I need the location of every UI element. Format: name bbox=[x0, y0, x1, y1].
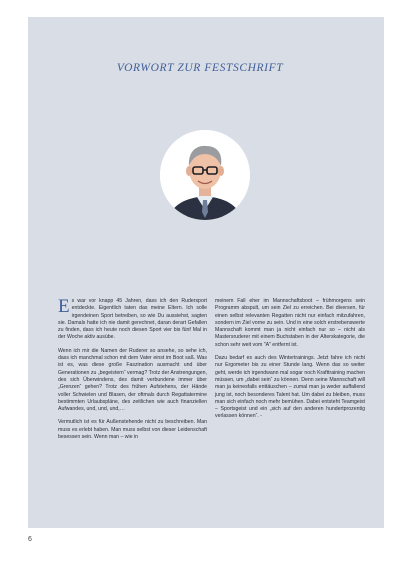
paragraph: Wenn ich mir die Namen der Ruderer so ansehe, so sehe ich, dass ich manchmal schon mit dem Vater einst im Boot saß. Was ist es, was diese große Faszination ausmacht und über Generationen zu „begeistern“ vermag? Trotz der Anstrengungen, des sich Überwindens, des damit verbundene immer über „Grenzen“ gehen? Trotz des frühen Aufstehens, der Hände voller Schwielen und Blasen, der oftmals durch Regattatermine bestimmten Urlaubspläne, des zeitlichen wie auch finanziellen Aufwandes, und, und, und,… bbox=[58, 347, 207, 413]
portrait-illustration bbox=[160, 130, 250, 220]
content-panel bbox=[28, 17, 384, 528]
text-column-left bbox=[58, 298, 207, 447]
page-title: VORWORT ZUR FESTSCHRIFT bbox=[116, 62, 284, 74]
dropcap: E bbox=[58, 296, 70, 317]
paragraph bbox=[58, 298, 207, 342]
paragraph: Dazu bedarf es auch des Wintertrainings. Jetzt fahre ich nicht nur Ergometer bis zu einer Stunde lang. Wenn das so weiter geht, werde ich irgendwann mal sogar noch Krafttraining machen müssen, um „dabei sein“ zu können. Denn seine Mannschaft will man ja keinesfalls enttäuschen – zumal man ja weder auffallend jung ist, noch besonderes Talent hat. Um dabei zu bleiben, muss man sich einfach noch mehr bemühen. Dabei entsteht Teamgeist – Sportsgeist und ein „sich auf den anderen hundertprozentig verlassen können“. - bbox=[215, 355, 365, 420]
paragraph-text: s war vor knapp 45 Jahren, dass ich den Rudersport entdeckte. Eigentlich taten das meine Eltern. Ich solle irgendeinen Sport betreiben, so wie Du aussiehst, sagten sie. Damals hatte ich nie damit gerechnet, daran derart Gefallen zu finden, dass ich heute noch diesen Sport vier bis fünf Mal in der Woche aktiv ausübe. bbox=[58, 298, 207, 341]
paragraph: meinem Fall eher im Mannschaftsboot – frühmorgens sein Programm abspult, um sein Ziel zu erreichen. Bei diversen, für einen selbst relevanten Regatten nicht nur einfach mitzufahren, sondern im Ziel vorne zu sein. Und in eine solch erstrebenswerte Mannschaft kommt man ja nicht einfach nur so – nicht als Mastersruderer mit einem Buchstaben in der Alterskategorie, die schon sehr weit vom "A" entfernt ist. bbox=[215, 298, 365, 348]
portrait-photo bbox=[160, 130, 250, 220]
text-column-right bbox=[215, 298, 365, 427]
page-number: 6 bbox=[28, 536, 32, 543]
paragraph: Vermutlich ist es für Außenstehende nicht zu beschreiben. Man muss es erlebt haben. Man muss selbst von dieser Leidenschaft besessen sein. Wenn man – wie in bbox=[58, 419, 207, 441]
